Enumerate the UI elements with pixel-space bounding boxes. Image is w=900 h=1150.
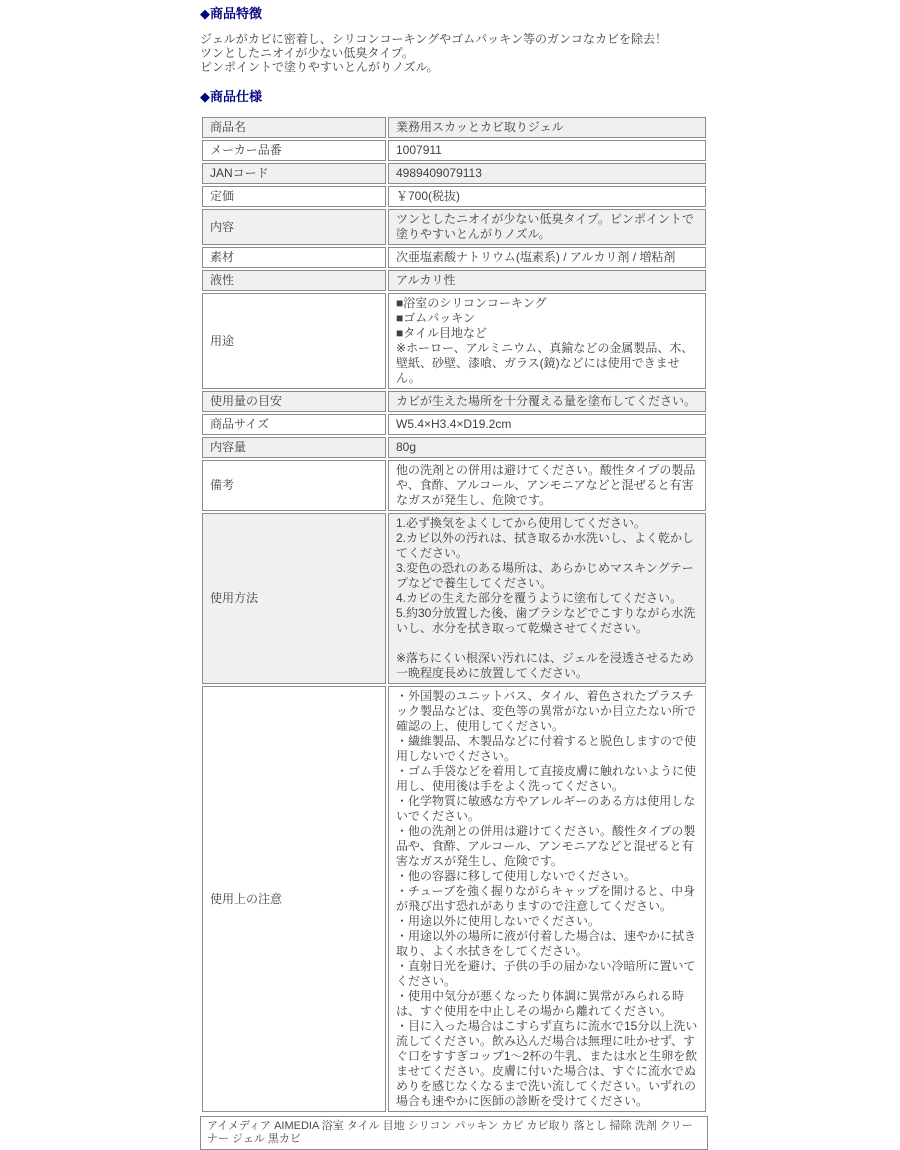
keywords-footer: アイメディア AIMEDIA 浴室 タイル 目地 シリコン パッキン カビ カビ取り 落とし 掃除 洗剤 クリーナー ジェル 黒カビ xyxy=(200,1116,708,1150)
spec-row-value xyxy=(388,513,706,684)
text-line: ジェルがカビに密着し、シリコンコーキングやゴムパッキン等のガンコなカビを除去！ xyxy=(200,32,668,46)
spec-row-value xyxy=(388,163,706,184)
product-detail-section xyxy=(200,6,708,1150)
text-line: ■浴室のシリコンコーキング xyxy=(396,296,547,310)
text-line: ・用途以外に使用しないでください。 xyxy=(396,914,601,928)
spec-row-label: 使用量の目安 xyxy=(202,391,386,412)
text-line: 1.必ず換気をよくしてから使用してください。 xyxy=(396,516,647,530)
text-line: 業務用スカッとカビ取りジェル xyxy=(396,120,564,134)
spec-row xyxy=(202,270,706,291)
text-line: ・他の洗剤との併用は避けてください。酸性タイプの製品や、食酢、アルコール、アンモニアなどと混ぜると有害なガスが発生し、危険です。 xyxy=(396,824,696,868)
text-line: ※落ちにくい根深い汚れには、ジェルを浸透させるため一晩程度長めに放置してください。 xyxy=(396,651,694,680)
text-line: ￥700(税抜) xyxy=(396,189,461,203)
text-line: 次亜塩素酸ナトリウム(塩素系) / アルカリ剤 / 増粘剤 xyxy=(396,250,676,264)
spec-row-label: 使用上の注意 xyxy=(202,686,386,1112)
spec-row-label: 使用方法 xyxy=(202,513,386,684)
text-line: ・外国製のユニットバス、タイル、着色されたプラスチック製品などは、変色等の異常がないか目立たない所で確認の上、使用してください。 xyxy=(396,689,697,733)
spec-row xyxy=(202,247,706,268)
text-line: 他の洗剤との併用は避けてください。酸性タイプの製品や、食酢、アルコール、アンモニアなどと混ぜると有害なガスが発生し、危険です。 xyxy=(396,463,696,507)
spec-row-value xyxy=(388,117,706,138)
text-line: 3.変色の恐れのある場所は、あらかじめマスキングテープなどで養生してください。 xyxy=(396,561,694,590)
spec-row xyxy=(202,686,706,1112)
spec-row-value xyxy=(388,391,706,412)
spec-row-label: 液性 xyxy=(202,270,386,291)
text-line: ツンとしたニオイが少ない低臭タイプ。 xyxy=(200,46,414,60)
text-line: ■ゴムパッキン xyxy=(396,311,476,325)
spec-row-label: 用途 xyxy=(202,293,386,389)
spec-row xyxy=(202,460,706,511)
spec-table xyxy=(200,115,708,1114)
spec-row xyxy=(202,293,706,389)
spec-row-value xyxy=(388,247,706,268)
spec-row xyxy=(202,391,706,412)
spec-heading: ◆商品仕様 xyxy=(200,89,262,104)
spec-table-body xyxy=(202,117,706,1112)
spec-row xyxy=(202,209,706,245)
text-line: ・他の容器に移して使用しないでください。 xyxy=(396,869,637,883)
spec-row xyxy=(202,163,706,184)
spec-row-value xyxy=(388,140,706,161)
text-line: カビが生えた場所を十分覆える量を塗布してください。 xyxy=(396,394,697,408)
spec-row xyxy=(202,513,706,684)
features-heading: ◆商品特徴 xyxy=(200,6,262,21)
spec-row xyxy=(202,117,706,138)
spec-row xyxy=(202,186,706,207)
text-line: アルカリ性 xyxy=(396,273,456,287)
spec-row-label: 備考 xyxy=(202,460,386,511)
spec-row-value xyxy=(388,270,706,291)
text-line: ・用途以外の場所に液が付着した場合は、速やかに拭き取り、よく水拭きをしてください。 xyxy=(396,929,697,958)
spec-row xyxy=(202,437,706,458)
text-line: 5.約30分放置した後、歯ブラシなどでこすりながら水洗いし、水分を拭き取って乾燥させてください。 xyxy=(396,606,696,635)
spec-row-value xyxy=(388,293,706,389)
spec-row-value xyxy=(388,209,706,245)
text-line: ・使用中気分が悪くなったり体調に異常がみられる時は、すぐ使用を中止しその場から離れてください。 xyxy=(396,989,685,1018)
spec-row xyxy=(202,414,706,435)
text-line: ※ホーロー、アルミニウム、真鍮などの金属製品、木、壁紙、砂壁、漆喰、ガラス(鏡)などには使用できません。 xyxy=(396,341,694,385)
features-text xyxy=(200,32,708,74)
spec-row-label: 内容 xyxy=(202,209,386,245)
text-line: ・目に入った場合はこすらず直ちに流水で15分以上洗い流してください。飲み込んだ場合は無理に吐かせず、すぐ口をすすぎコップ1～2杯の牛乳、または水と生卵を飲ませてください。皮膚に付いた場合は、すぐに流水でぬめりを感じなくなるまで洗い流してください。いずれの場合も速やかに医師の診断を受けてください。 xyxy=(396,1019,698,1108)
text-line: ■タイル目地など xyxy=(396,326,488,340)
text-line: ・チューブを強く握りながらキャップを開けると、中身が飛び出す恐れがありますので注意してください。 xyxy=(396,884,696,913)
spec-row-value xyxy=(388,186,706,207)
text-line: 1007911 xyxy=(396,143,442,157)
text-line: W5.4×H3.4×D19.2cm xyxy=(396,417,512,431)
text-line: 2.カビ以外の汚れは、拭き取るか水洗いし、よく乾かしてください。 xyxy=(396,531,695,560)
text-line xyxy=(396,636,698,651)
text-line: ツンとしたニオイが少ない低臭タイプ。ピンポイントで塗りやすいとんがりノズル。 xyxy=(396,212,694,241)
spec-row-label: 商品名 xyxy=(202,117,386,138)
spec-row-value xyxy=(388,686,706,1112)
spec-row-label: 商品サイズ xyxy=(202,414,386,435)
text-line: 4989409079113 xyxy=(396,166,482,180)
text-line: ・化学物質に敏感な方やアレルギーのある方は使用しないでください。 xyxy=(396,794,696,823)
spec-row-label: 定価 xyxy=(202,186,386,207)
spec-row-value xyxy=(388,437,706,458)
spec-row-label: メーカー品番 xyxy=(202,140,386,161)
text-line: ピンポイントで塗りやすいとんがりノズル。 xyxy=(200,60,439,74)
spec-row xyxy=(202,140,706,161)
text-line: ・繊維製品、木製品などに付着すると脱色しますので使用しないでください。 xyxy=(396,734,697,763)
text-line: 4.カビの生えた部分を覆うように塗布してください。 xyxy=(396,591,683,605)
spec-row-label: 内容量 xyxy=(202,437,386,458)
text-line: ・ゴム手袋などを着用して直接皮膚に触れないように使用し、使用後は手をよく洗ってください。 xyxy=(396,764,697,793)
spec-row-label: JANコード xyxy=(202,163,386,184)
spec-row-value xyxy=(388,460,706,511)
text-line: 80g xyxy=(396,440,417,454)
text-line: ・直射日光を避け、子供の手の届かない冷暗所に置いてください。 xyxy=(396,959,696,988)
spec-row-value xyxy=(388,414,706,435)
spec-row-label: 素材 xyxy=(202,247,386,268)
